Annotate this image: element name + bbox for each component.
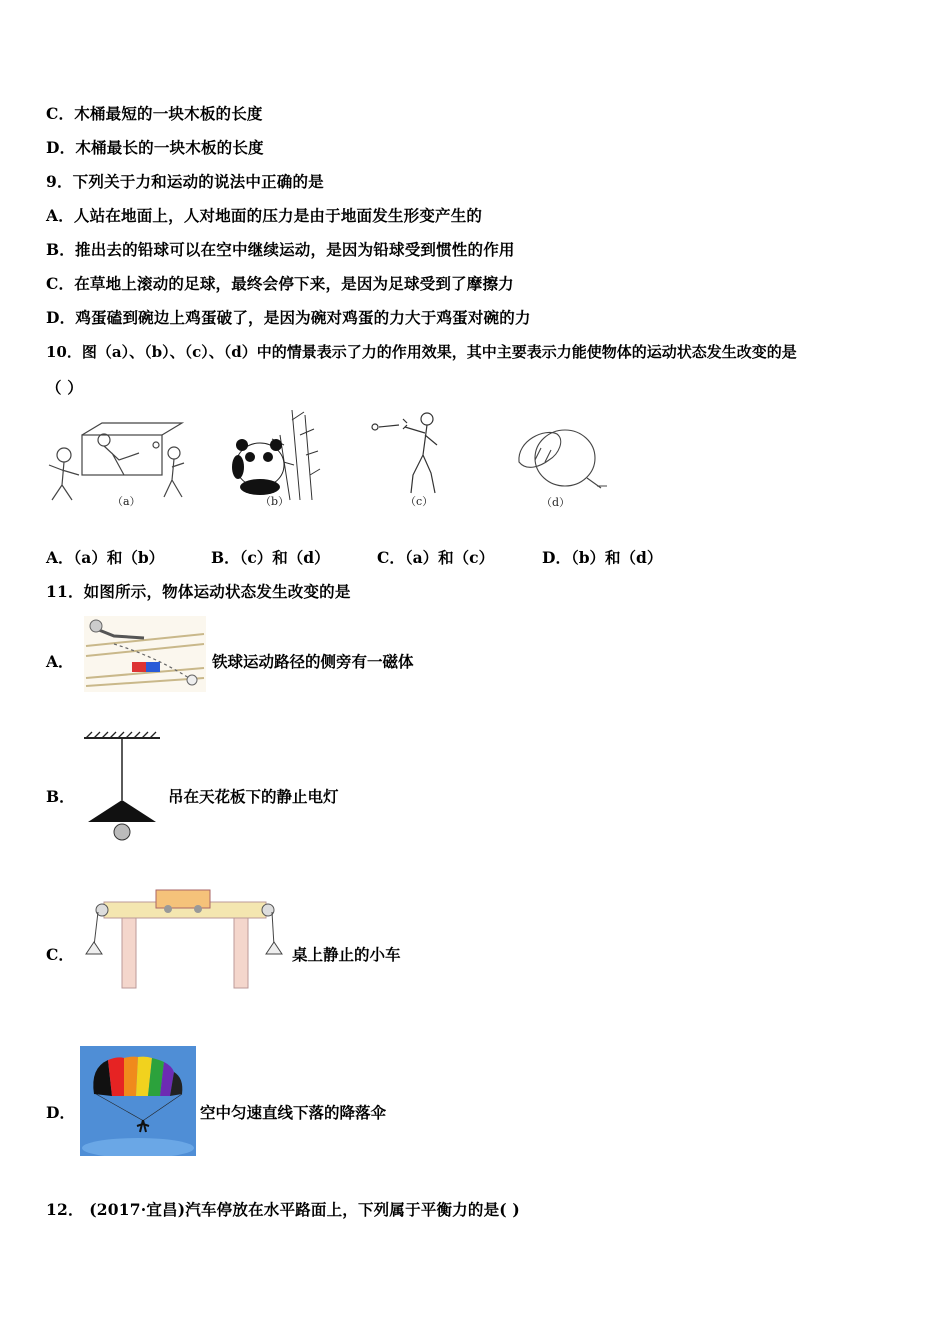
- figure-b-caption: （b）: [260, 495, 290, 508]
- parachute-figure: [80, 1046, 196, 1156]
- q11-option-a-label: A．: [46, 652, 74, 671]
- q11-option-a-text: 铁球运动路径的侧旁有一磁体: [212, 652, 414, 671]
- q11-option-d-text: 空中匀速直线下落的降落伞: [200, 1103, 387, 1122]
- hanging-lamp-figure: [84, 730, 160, 844]
- q11-option-b-text: 吊在天花板下的静止电灯: [168, 787, 339, 806]
- q11-option-d-label: D．: [46, 1103, 75, 1122]
- q9-stem: 9．下列关于力和运动的说法中正确的是: [46, 172, 324, 191]
- figure-a-soccer-kick: [44, 405, 194, 515]
- figure-d-ball-press: [505, 420, 615, 515]
- magnet-ball-figure: [84, 616, 206, 692]
- q9-option-b: B．推出去的铅球可以在空中继续运动，是因为铅球受到惯性的作用: [46, 240, 515, 259]
- figure-c-tennis-player: [365, 405, 455, 515]
- figure-c-caption: （c）: [405, 495, 434, 508]
- q9-option-c: C．在草地上滚动的足球，最终会停下来，是因为足球受到了摩擦力: [46, 274, 514, 293]
- q10-answer-paren: （ ）: [46, 378, 83, 397]
- figure-a-caption: （a）: [112, 495, 141, 508]
- q12-stem: 12． (2017·宜昌)汽车停放在水平路面上，下列属于平衡力的是( ): [46, 1200, 520, 1219]
- q10-option-b: B．（c）和（d）: [211, 548, 330, 567]
- q11-option-c-label: C．: [46, 945, 74, 964]
- q8-option-c: C．木桶最短的一块木板的长度: [46, 104, 263, 123]
- q9-option-a: A．人站在地面上，人对地面的压力是由于地面发生形变产生的: [46, 206, 483, 225]
- q11-option-b-label: B．: [46, 787, 75, 806]
- q10-stem: 10．图（a）、（b）、（c）、（d）中的情景表示了力的作用效果，其中主要表示力能使物体的运动状态发生改变的是: [46, 343, 797, 361]
- figure-d-caption: （d）: [541, 496, 571, 509]
- q10-options: [0, 546, 950, 568]
- q9-option-d: D．鸡蛋磕到碗边上鸡蛋破了，是因为碗对鸡蛋的力大于鸡蛋对碗的力: [46, 308, 531, 327]
- q10-option-a: A．（a）和（b）: [46, 548, 165, 567]
- q8-option-d: D．木桶最长的一块木板的长度: [46, 138, 264, 157]
- q11-stem: 11．如图所示，物体运动状态发生改变的是: [46, 582, 351, 601]
- table-cart-figure: [84, 888, 284, 992]
- q10-option-c: C．（a）和（c）: [377, 548, 495, 567]
- q11-option-c-text: 桌上静止的小车: [292, 945, 401, 964]
- figure-b-panda-bamboo: [220, 405, 330, 515]
- q10-option-d: D．（b）和（d）: [542, 548, 663, 567]
